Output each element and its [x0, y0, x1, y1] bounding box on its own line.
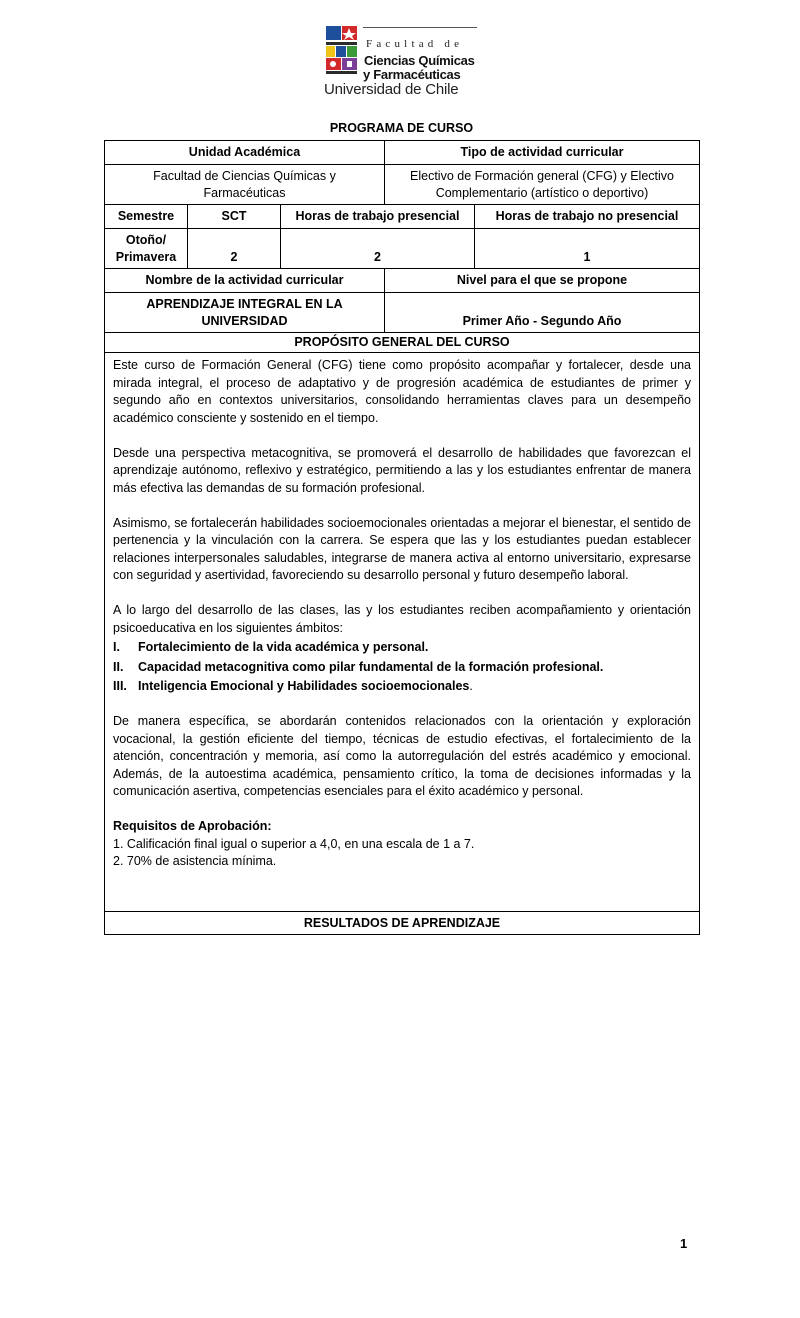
- nivel-value: Primer Año - Segundo Año: [385, 293, 699, 333]
- course-program-table: [104, 140, 700, 935]
- proposito-paragraph-5: De manera específica, se abordarán contenidos relacionados con la orientación y exploración vocacional, la gestión eficiente del tiempo, técnicas de estudio efectivas, el fortalecimiento de la atención, concentración y memoria, así como la autorregulación del estrés académico y emocional. Además, de la autoestima académica, pensamiento crítico, la toma de decisiones informadas y la comunicación asertiva, competencias esenciales para el éxito académico y personal.: [113, 714, 691, 798]
- resultados-header: RESULTADOS DE APRENDIZAJE: [303, 915, 501, 930]
- proposito-paragraph-2: Desde una perspectiva metacognitiva, se promoverá el desarrollo de habilidades que favorezcan el aprendizaje autónomo, reflexivo y estratégico, permitiendo a las y los estudiantes enfrentar de manera más efectiva las demandas de su formación profesional.: [113, 445, 691, 495]
- logo-university-name: Universidad de Chile: [324, 81, 459, 98]
- page-number: 1: [680, 1236, 688, 1251]
- requisito-1: 1. Calificación final igual o superior a 4,0, en una escala de 1 a 7.: [113, 836, 475, 851]
- sct-header: SCT: [188, 205, 281, 229]
- unidad-academica-header: Unidad Académica: [105, 141, 385, 165]
- ambitos-list: [113, 639, 691, 696]
- university-logo: [324, 24, 478, 100]
- nombre-actividad-value: APRENDIZAJE INTEGRAL EN LA UNIVERSIDAD: [105, 293, 385, 333]
- logo-faculty-line3: y Farmacéuticas: [363, 67, 461, 82]
- proposito-paragraph-4: A lo largo del desarrollo de las clases, las y los estudiantes reciben acompañamiento y orientación psicoeducativa en los siguientes ámbitos:: [113, 603, 691, 635]
- tipo-actividad-header: Tipo de actividad curricular: [385, 141, 699, 165]
- horas-presencial-value: 2: [281, 229, 475, 269]
- proposito-header: PROPÓSITO GENERAL DEL CURSO: [105, 333, 699, 353]
- list-item: III. Inteligencia Emocional y Habilidades socioemocionales.: [113, 679, 473, 693]
- semestre-header: Semestre: [105, 205, 188, 229]
- horas-presencial-header: Horas de trabajo presencial: [281, 205, 475, 229]
- proposito-body: [105, 353, 699, 912]
- nombre-actividad-header: Nombre de la actividad curricular: [105, 269, 385, 293]
- horas-no-presencial-value: 1: [475, 229, 699, 269]
- horas-no-presencial-header: Horas de trabajo no presencial: [475, 205, 699, 229]
- tipo-actividad-value: Electivo de Formación general (CFG) y Electivo Complementario (artístico o deportivo): [385, 165, 699, 205]
- semestre-value: Otoño/ Primavera: [105, 229, 188, 269]
- document-title: PROGRAMA DE CURSO: [329, 121, 474, 135]
- logo-faculty-line2: Ciencias Químicas: [364, 53, 475, 68]
- logo-rule: [363, 27, 477, 28]
- requisito-2: 2. 70% de asistencia mínima.: [113, 854, 277, 868]
- unidad-academica-value: Facultad de Ciencias Químicas y Farmacéuticas: [105, 165, 385, 205]
- proposito-paragraph-3: Asimismo, se fortalecerán habilidades socioemocionales orientadas a mejorar el bienestar, el sentido de pertenencia y la vinculación con la carrera. Se espera que las y los estudiantes puedan establecer relaciones interpersonales saludables, integrarse de manera activa al entorno universitario, expresarse con seguridad y asertividad, favoreciendo su desarrollo personal y futuro desempeño laboral.: [113, 515, 691, 582]
- university-seal-icon: [324, 24, 359, 76]
- requisitos-title: Requisitos de Aprobación:: [113, 819, 272, 833]
- logo-faculty-line1: Facultad de: [366, 38, 464, 50]
- sct-value: 2: [188, 229, 281, 269]
- list-item: II. Capacidad metacognitiva como pilar fundamental de la formación profesional.: [113, 659, 604, 674]
- list-item: I. Fortalecimiento de la vida académica y personal.: [113, 640, 429, 654]
- proposito-paragraph-1: Este curso de Formación General (CFG) tiene como propósito acompañar y fortalecer, desde una mirada integral, el proceso de adaptativo y de progresión académica de estudiantes de primer y segundo año en contextos universitarios, consolidando herramientas claves para un desempeño académico consciente y sostenido en el tiempo.: [113, 358, 691, 425]
- nivel-header: Nivel para el que se propone: [385, 269, 699, 293]
